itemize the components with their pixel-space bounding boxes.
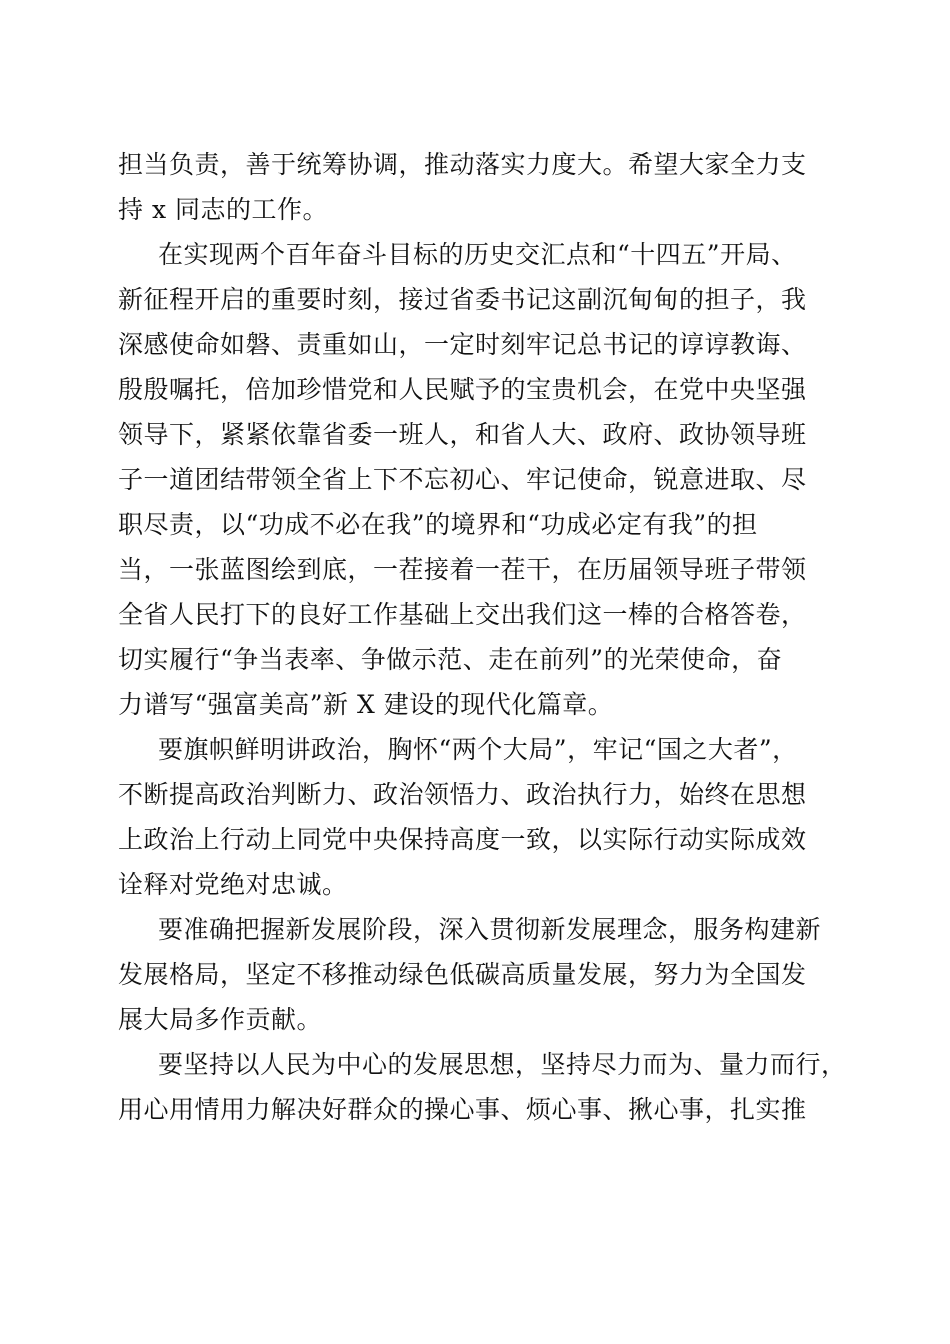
- paragraph-appointment-remarks: [118, 232, 838, 727]
- text-line: 要准确把握新发展阶段，深入贯彻新发展理念，服务构建新: [158, 915, 822, 944]
- paragraph-people-centered: [118, 1042, 847, 1132]
- text-line: 在实现两个百年奋斗目标的历史交汇点和“十四五”开局、: [158, 240, 797, 269]
- text-line: 职尽责，以“功成不必在我”的境界和“功成必定有我”的担: [118, 510, 758, 539]
- text-line: 切实履行“争当表率、争做示范、走在前列”的光荣使命，奋: [118, 645, 783, 674]
- text-line: 要旗帜鲜明讲政治，胸怀“两个大局”，牢记“国之大者”，: [158, 735, 798, 764]
- text-line: 发展格局，坚定不移推动绿色低碳高质量发展，努力为全国发: [118, 960, 807, 989]
- document-body: [118, 142, 847, 1132]
- text-line: 当，一张蓝图绘到底，一茬接着一茬干，在历届领导班子带领: [118, 555, 807, 584]
- text-line: 持 x 同志的工作。: [118, 195, 328, 224]
- text-line: 子一道团结带领全省上下不忘初心、牢记使命，锐意进取、尽: [118, 465, 807, 494]
- text-line: 用心用情用力解决好群众的操心事、烦心事、揪心事，扎实推: [118, 1095, 807, 1124]
- text-line: 担当负责，善于统筹协调，推动落实力度大。希望大家全力支: [118, 150, 807, 179]
- text-line: 不断提高政治判断力、政治领悟力、政治执行力，始终在思想: [118, 780, 807, 809]
- paragraph-development: [118, 907, 838, 1042]
- text-line: 诠释对党绝对忠诚。: [118, 870, 348, 899]
- text-line: 殷殷嘱托，倍加珍惜党和人民赋予的宝贵机会，在党中央坚强: [118, 375, 807, 404]
- text-line: 全省人民打下的良好工作基础上交出我们这一棒的合格答卷，: [118, 600, 807, 629]
- text-line: 领导下，紧紧依靠省委一班人，和省人大、政府、政协领导班: [118, 420, 807, 449]
- text-line: 上政治上行动上同党中央保持高度一致，以实际行动实际成效: [118, 825, 807, 854]
- text-line: 新征程开启的重要时刻，接过省委书记这副沉甸甸的担子，我: [118, 285, 807, 314]
- paragraph-politics: [118, 727, 838, 907]
- text-line: 要坚持以人民为中心的发展思想，坚持尽力而为、量力而行，: [158, 1050, 847, 1079]
- paragraph-continuation: [118, 142, 838, 232]
- text-line: 深感使命如磐、责重如山，一定时刻牢记总书记的谆谆教诲、: [118, 330, 807, 359]
- text-line: 力谱写“强富美高”新 X 建设的现代化篇章。: [118, 690, 614, 719]
- text-line: 展大局多作贡献。: [118, 1005, 323, 1034]
